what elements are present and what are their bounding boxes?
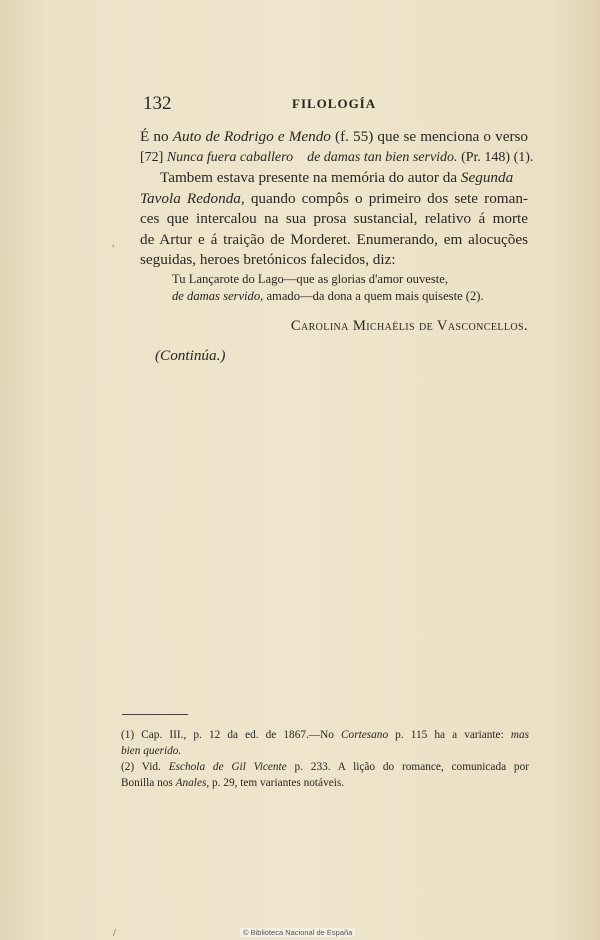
paragraph1-line2: [72] Nunca fuera caballero de damas tan bien servido. (Pr. 148) (1). <box>140 149 534 165</box>
author-signature: Carolina Michaëlis de Vasconcellos. <box>290 317 528 334</box>
footnote-2-line1: (2) Vid. Eschola de Gil Vicente p. 233. A lição do romance, comunicada por <box>121 761 529 773</box>
footnote-2-line2: Bonilla nos Anales, p. 29, tem variantes notáveis. <box>121 777 345 789</box>
footnotes <box>121 727 529 791</box>
library-credit: © Biblioteca Nacional de España <box>240 928 355 937</box>
verse-line1: Tu Lançarote do Lago—que as glorias d'amor ouveste, <box>172 271 448 286</box>
continued-note: (Continúa.) <box>155 347 226 364</box>
page-header <box>140 93 530 117</box>
paragraph2-line5: seguidas, heroes bretónicos falecidos, diz: <box>140 251 396 268</box>
paragraph2-line4: de Artur e á traição de Morderet. Enumerando, em alocuções <box>140 230 528 248</box>
main-text <box>140 127 534 367</box>
footnote-1-line1: (1) Cap. III., p. 12 da ed. de 1867.—No Cortesano p. 115 ha a variante: mas <box>121 729 530 741</box>
footnote-rule <box>122 714 188 715</box>
paragraph2-line1: Tambem estava presente na memória do autor da Segunda <box>160 169 514 186</box>
bottom-margin-mark: / <box>113 928 116 939</box>
running-title: FILOLOGÍA <box>292 96 377 111</box>
page-number: 132 <box>143 93 172 114</box>
margin-mark: , <box>112 238 115 249</box>
paragraph2-line2: Tavola Redonda, quando compôs o primeiro dos sete roman- <box>140 189 528 207</box>
paragraph2-line3: ces que intercalou na sua prosa sustancial, relativo á morte <box>140 210 528 227</box>
verse-line2: de damas servido, amado—da dona a quem mais quiseste (2). <box>172 289 484 303</box>
footnote-1-line2: bien querido. <box>121 745 182 757</box>
paragraph1-line1: É no Auto de Rodrigo e Mendo (f. 55) que se menciona o verso <box>140 128 529 145</box>
verse-quote <box>172 271 528 306</box>
